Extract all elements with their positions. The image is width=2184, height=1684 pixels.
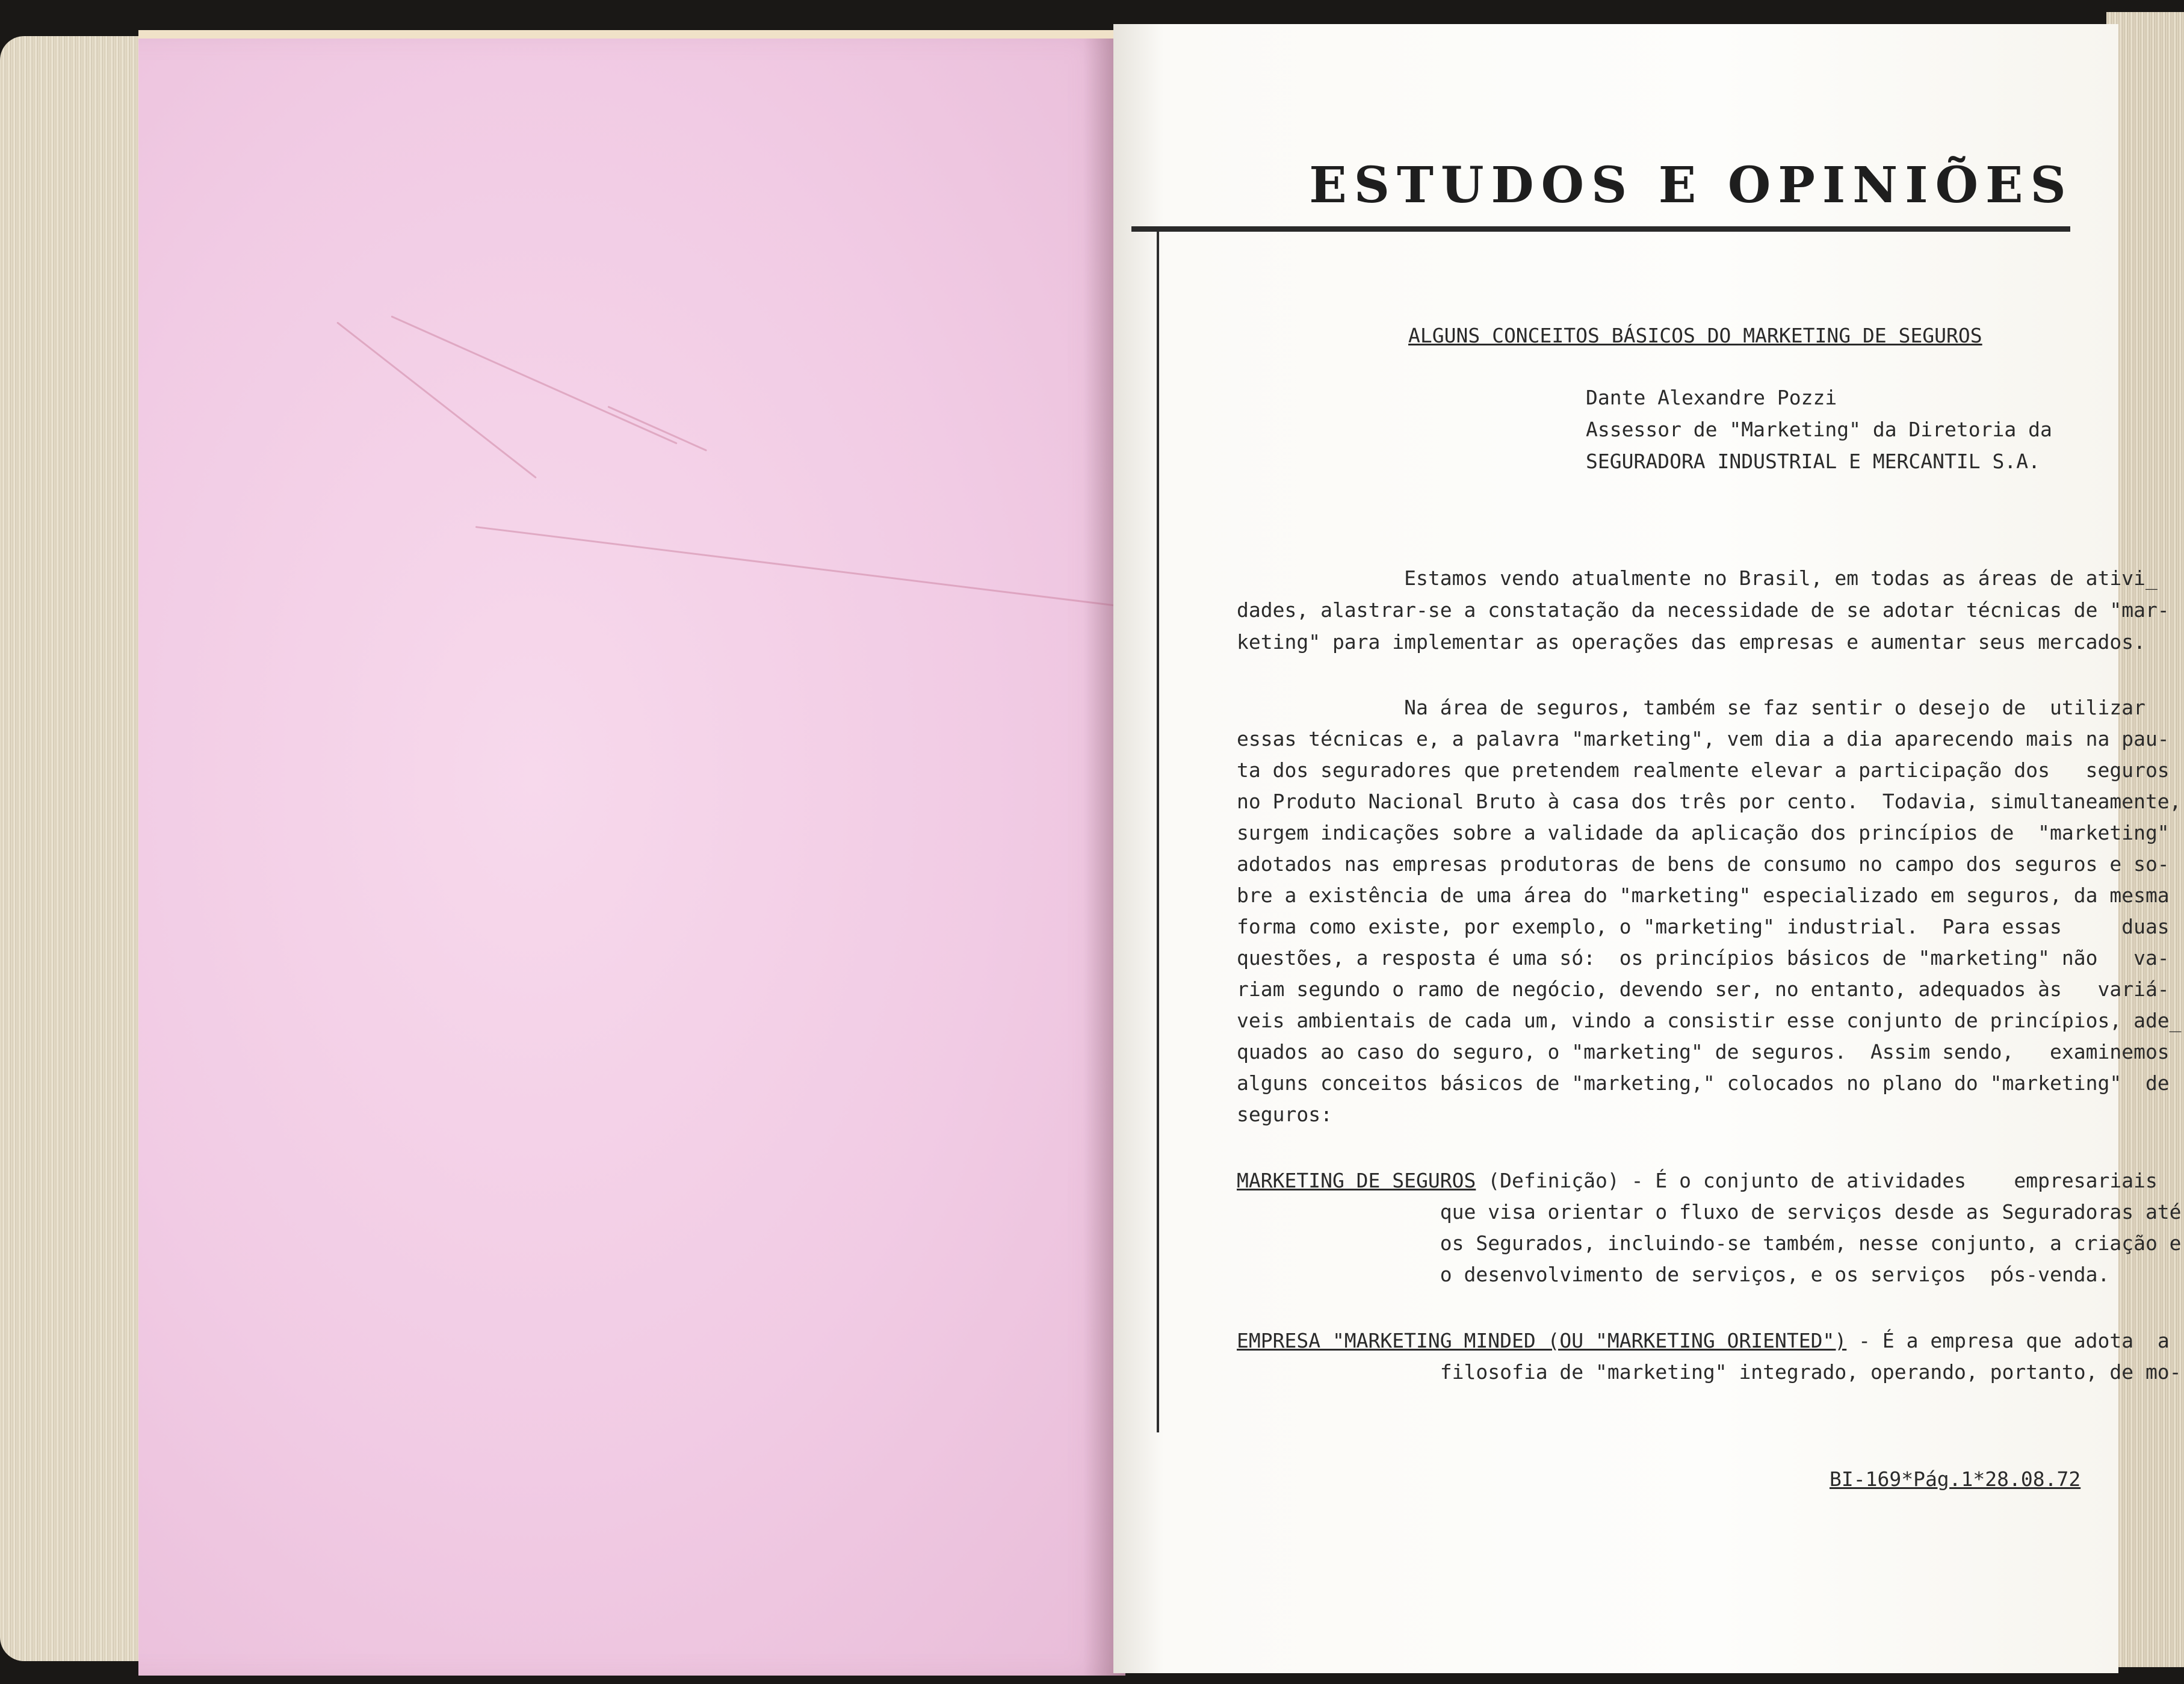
text-line: forma como existe, por exemplo, o "marketing" industrial. Para essas duas	[1237, 915, 2170, 938]
text-line: dades, alastrar-se a constatação da necessidade de se adotar técnicas de "mar-	[1237, 598, 2170, 622]
page-stain	[391, 315, 677, 444]
definition-text: (Definição) - É o conjunto de atividades empresariais	[1476, 1169, 2158, 1192]
text-line: essas técnicas e, a palavra "marketing", vem dia a dia aparecendo mais na pau-	[1237, 727, 2170, 751]
text-line: Estamos vendo atualmente no Brasil, em todas as áreas de ativi_	[1237, 566, 2158, 590]
text-line: keting" para implementar as operações das empresas e aumentar seus mercados.	[1237, 630, 2145, 654]
text-line: surgem indicações sobre a validade da aplicação dos princípios de "marketing"	[1237, 821, 2170, 844]
page-stain	[336, 321, 537, 478]
text-line: ta dos seguradores que pretendem realmente elevar a participação dos seguros	[1237, 758, 2170, 782]
text-line: o desenvolvimento de serviços, e os serviços pós-venda.	[1237, 1263, 2110, 1286]
definition-line	[1237, 1165, 2158, 1196]
text-line: no Produto Nacional Bruto à casa dos três por cento. Todavia, simultaneamente,	[1237, 790, 2182, 813]
text-line: os Segurados, incluindo-se também, nesse conjunto, a criação e	[1237, 1231, 2182, 1255]
text-line: adotados nas empresas produtoras de bens de consumo no campo dos seguros e so-	[1237, 852, 2170, 876]
text-line: seguros:	[1237, 1103, 1332, 1126]
margin-rule	[1157, 232, 1159, 1432]
left-page-blank	[138, 30, 1125, 1676]
text-line: bre a existência de uma área do "marketing" especializado em seguros, da mesma	[1237, 884, 2170, 907]
article-title: ALGUNS CONCEITOS BÁSICOS DO MARKETING DE SEGUROS	[1408, 324, 1982, 347]
definition-text: - É a empresa que adota a	[1846, 1329, 2170, 1352]
definition-term: MARKETING DE SEGUROS	[1237, 1169, 1476, 1192]
text-line: quados ao caso do seguro, o "marketing" de seguros. Assim sendo, examinemos	[1237, 1040, 2170, 1063]
author-name: Dante Alexandre Pozzi	[1586, 386, 1837, 409]
text-line: que visa orientar o fluxo de serviços desde as Seguradoras até	[1237, 1200, 2182, 1224]
text-line: questões, a resposta é uma só: os princípios básicos de "marketing" não va-	[1237, 946, 2170, 970]
definition-term: EMPRESA "MARKETING MINDED (OU "MARKETING ORIENTED")	[1237, 1329, 1847, 1352]
title-rule	[1131, 226, 2070, 232]
author-role: Assessor de "Marketing" da Diretoria da	[1586, 418, 2052, 441]
text-line: alguns conceitos básicos de "marketing," colocados no plano do "marketing" de	[1237, 1071, 2170, 1095]
page-stain	[607, 406, 707, 451]
text-line: veis ambientais de cada um, vindo a consistir esse conjunto de princípios, ade_	[1237, 1009, 2182, 1032]
text-line: filosofia de "marketing" integrado, operando, portanto, de mo-	[1237, 1360, 2182, 1384]
text-line: Na área de seguros, também se faz sentir o desejo de utilizar	[1237, 696, 2145, 719]
section-title: ESTUDOS E OPINIÕES	[1309, 156, 2073, 214]
right-page	[1113, 24, 2182, 1673]
page-reference: BI-169*Pág.1*28.08.72	[1830, 1467, 2081, 1491]
author-company: SEGURADORA INDUSTRIAL E MERCANTIL S.A.	[1586, 450, 2040, 473]
text-line: riam segundo o ramo de negócio, devendo ser, no entanto, adequados às variá-	[1237, 977, 2170, 1001]
definition-line	[1237, 1325, 2170, 1357]
